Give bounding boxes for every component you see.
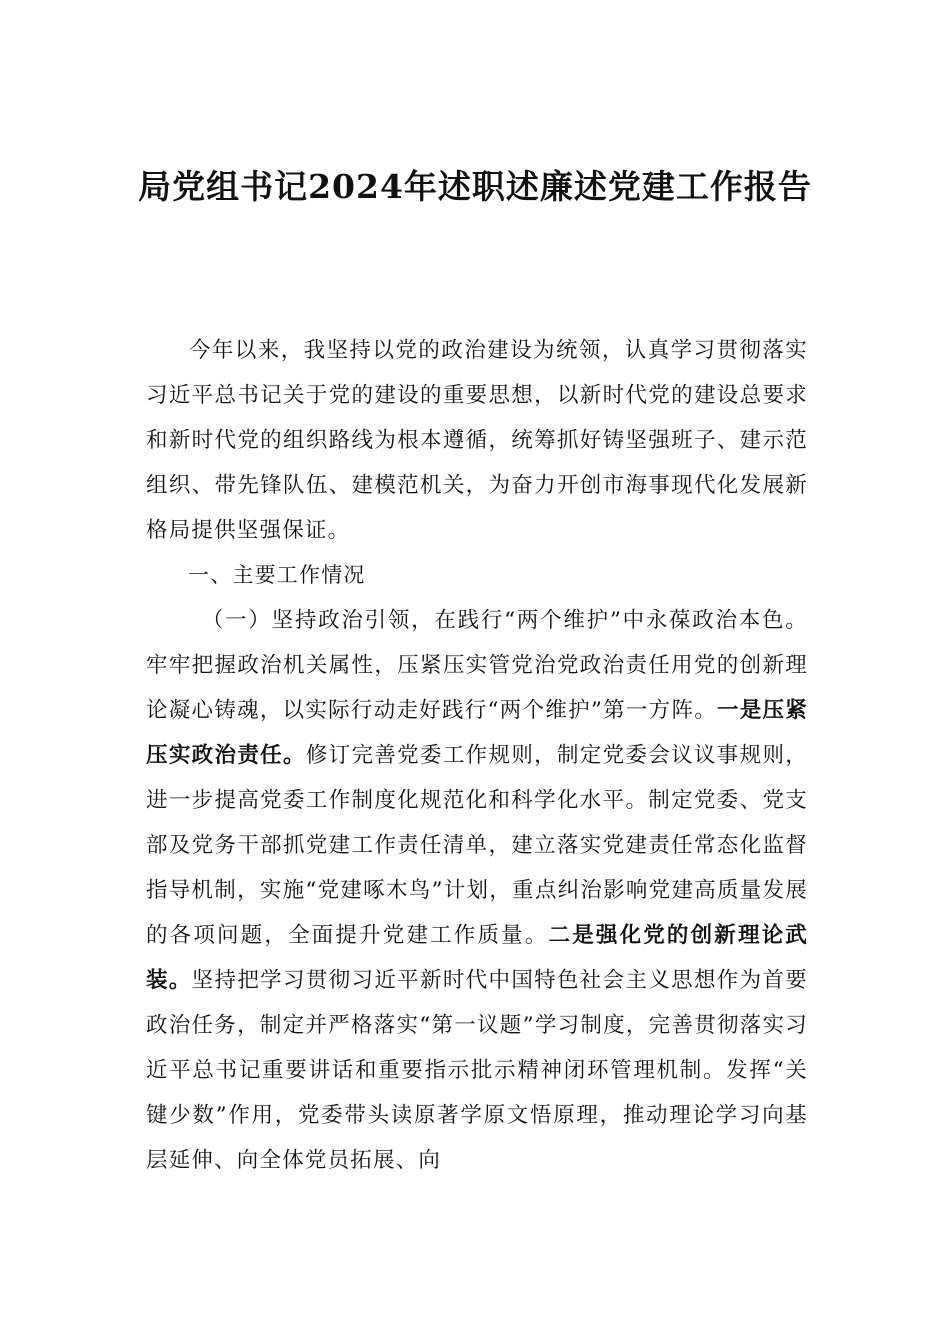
document-title: 局党组书记2024年述职述廉述党建工作报告 [138, 167, 812, 206]
point-1-text: 修订完善党委工作规则，制定党委会议议事规则，进一步提高党委工作制度化规范化和科学化水平。制定党委、党支部及党务干部抓党建工作责任清单，建立落实党建责任常态化监督指导机制，实施“党建啄木鸟”计划，重点纠治影响党建高质量发展的各项问题，全面提升党建工作质量。 [146, 743, 808, 948]
intro-paragraph: 今年以来，我坚持以党的政治建设为统领，认真学习贯彻落实习近平总书记关于党的建设的重要思想，以新时代党的建设总要求和新时代党的组织路线为根本遵循，统筹抓好铸坚强班子、建示范组织、带先锋队伍、建模范机关，为奋力开创市海事现代化发展新格局提供坚强保证。 [146, 338, 808, 543]
subsection-lead: （一）坚持政治引领，在践行“两个维护”中永葆政治本色。 [201, 608, 808, 633]
document-body [146, 328, 808, 1183]
point-2-title: 二是强化党的创新理论武装。 [146, 923, 809, 993]
point-1-title: 一是压紧压实政治责任。 [146, 698, 808, 768]
subsection-text: 牢牢把握政治机关属性，压紧压实管党治党政治责任用党的创新理论凝心铸魂，以实际行动走好践行“两个维护”第一方阵。 [146, 653, 808, 723]
point-2-text: 坚持把学习贯彻习近平新时代中国特色社会主义思想作为首要政治任务，制定并严格落实“第一议题”学习制度，完善贯彻落实习近平总书记重要讲话和重要指示批示精神闭环管理机制。发挥“关键少数”作用，党委带头读原著学原文悟原理，推动理论学习向基层延伸、向全体党员拓展、向 [146, 968, 808, 1173]
section-heading: 一、主要工作情况 [188, 563, 366, 587]
subsection-paragraph [146, 598, 808, 1183]
